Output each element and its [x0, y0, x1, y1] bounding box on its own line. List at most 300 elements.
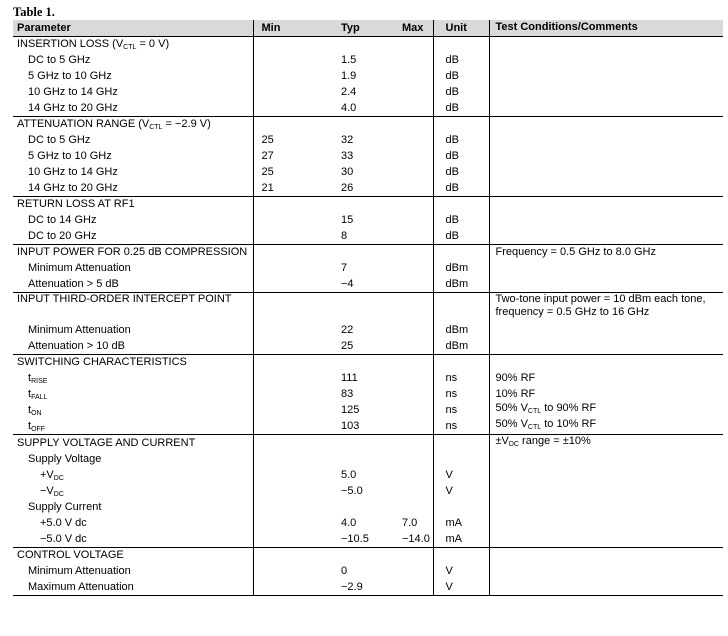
unit-cell	[433, 276, 489, 292]
unit-cell-text: dB	[445, 70, 459, 82]
parameter-cell-subscript: CTL	[149, 123, 163, 131]
parameter-cell-text: Minimum Attenuation	[28, 565, 131, 577]
min-cell-text: 27	[261, 150, 274, 162]
parameter-cell	[13, 547, 253, 563]
conditions-cell-text: ±V	[495, 435, 509, 447]
parameter-cell-text: Attenuation > 10 dB	[28, 339, 125, 352]
typ-cell-text: 5.0	[341, 469, 357, 481]
max-cell	[377, 244, 433, 260]
typ-cell-text: 1.9	[341, 70, 357, 82]
unit-cell-text: V	[445, 580, 453, 593]
parameter-cell-text: +V	[40, 468, 54, 481]
typ-cell-text: 32	[341, 134, 354, 146]
parameter-cell-subscript: OFF	[31, 425, 46, 433]
min-cell-text: 25	[261, 134, 274, 146]
max-cell	[377, 148, 433, 164]
unit-cell	[433, 579, 489, 595]
table-row	[13, 148, 723, 164]
min-cell	[253, 116, 291, 132]
table-row	[13, 228, 723, 244]
table-row	[13, 499, 723, 515]
parameter-cell	[13, 100, 253, 116]
unit-cell	[433, 370, 489, 386]
parameter-cell-text: DC to 14 GHz	[28, 214, 97, 226]
typ-cell	[291, 132, 377, 148]
unit-cell	[433, 132, 489, 148]
parameter-cell-text: 10 GHz to 14 GHz	[28, 166, 118, 178]
typ-cell	[291, 84, 377, 100]
unit-cell	[433, 547, 489, 563]
conditions-cell	[489, 435, 723, 452]
conditions-cell	[489, 563, 723, 579]
unit-cell	[433, 212, 489, 228]
parameter-cell-text: −V	[40, 484, 54, 497]
parameter-cell-text: INPUT POWER FOR 0.25 dB COMPRESSION	[17, 246, 248, 259]
typ-cell	[291, 547, 377, 563]
conditions-cell	[489, 36, 723, 52]
unit-cell-text: ns	[445, 420, 458, 432]
parameter-cell	[13, 338, 253, 354]
parameter-cell-text: SUPPLY VOLTAGE AND CURRENT	[17, 437, 196, 449]
spec-table	[13, 20, 723, 596]
unit-cell	[433, 68, 489, 84]
min-cell	[253, 435, 291, 452]
conditions-cell	[489, 100, 723, 116]
conditions-cell	[489, 370, 723, 386]
min-cell	[253, 386, 291, 402]
table-row	[13, 212, 723, 228]
unit-cell	[433, 435, 489, 452]
parameter-cell-text: t	[28, 419, 32, 432]
parameter-cell-text: CONTROL VOLTAGE	[17, 549, 124, 562]
parameter-cell-text: Supply Voltage	[28, 453, 102, 465]
parameter-cell	[13, 322, 253, 338]
max-cell	[377, 531, 433, 547]
unit-cell	[433, 100, 489, 116]
parameter-cell	[13, 180, 253, 196]
parameter-cell-text: ATTENUATION RANGE (V	[17, 117, 150, 130]
parameter-cell	[13, 563, 253, 579]
parameter-cell-text: t	[28, 403, 32, 416]
parameter-cell-subscript: RISE	[31, 377, 48, 385]
min-cell	[253, 338, 291, 354]
max-cell	[377, 52, 433, 68]
conditions-cell-text: 10% RF	[495, 387, 536, 400]
typ-cell	[291, 100, 377, 116]
min-cell	[253, 322, 291, 338]
unit-cell-text: V	[445, 469, 453, 481]
parameter-cell-suffix: = −2.9 V)	[162, 117, 211, 130]
max-cell	[377, 100, 433, 116]
table-row	[13, 370, 723, 386]
min-cell	[253, 531, 291, 547]
table-row	[13, 116, 723, 132]
header-conditions: Test Conditions/Comments	[489, 20, 723, 36]
typ-cell-text: 26	[341, 181, 354, 194]
parameter-cell-text: DC to 5 GHz	[28, 134, 91, 146]
unit-cell-text: ns	[445, 372, 458, 384]
parameter-cell	[13, 164, 253, 180]
conditions-cell	[489, 84, 723, 100]
min-cell	[253, 180, 291, 196]
min-cell	[253, 212, 291, 228]
parameter-cell	[13, 451, 253, 467]
conditions-cell	[489, 451, 723, 467]
spec-table-container	[13, 4, 723, 596]
parameter-cell	[13, 148, 253, 164]
table-row	[13, 467, 723, 483]
unit-cell	[433, 402, 489, 418]
typ-cell	[291, 292, 377, 322]
typ-cell	[291, 322, 377, 338]
table-row	[13, 579, 723, 595]
typ-cell	[291, 483, 377, 499]
max-cell-text: −14.0	[402, 532, 430, 545]
max-cell	[377, 36, 433, 52]
conditions-cell	[489, 579, 723, 595]
typ-cell	[291, 370, 377, 386]
typ-cell	[291, 212, 377, 228]
max-cell	[377, 292, 433, 322]
unit-cell-text: dB	[445, 54, 459, 66]
conditions-cell-suffix: range = ±10%	[519, 435, 591, 447]
min-cell	[253, 164, 291, 180]
unit-cell	[433, 228, 489, 244]
parameter-cell-text: Minimum Attenuation	[28, 324, 131, 336]
conditions-cell	[489, 228, 723, 244]
conditions-cell	[489, 276, 723, 292]
table-row	[13, 100, 723, 116]
table-row	[13, 132, 723, 148]
conditions-cell	[489, 212, 723, 228]
max-cell	[377, 180, 433, 196]
min-cell	[253, 483, 291, 499]
table-row	[13, 276, 723, 292]
min-cell	[253, 276, 291, 292]
parameter-cell	[13, 212, 253, 228]
conditions-cell	[489, 402, 723, 418]
min-cell	[253, 547, 291, 563]
typ-cell-text: 0	[341, 565, 348, 577]
table-row	[13, 164, 723, 180]
min-cell	[253, 451, 291, 467]
conditions-cell-subscript: CTL	[527, 424, 542, 431]
conditions-cell	[489, 196, 723, 212]
max-cell	[377, 370, 433, 386]
max-cell	[377, 451, 433, 467]
conditions-cell	[489, 547, 723, 563]
parameter-cell	[13, 276, 253, 292]
unit-cell	[433, 467, 489, 483]
parameter-cell	[13, 418, 253, 435]
unit-cell	[433, 386, 489, 402]
unit-cell-text: dBm	[445, 262, 469, 274]
unit-cell-text: dB	[445, 150, 459, 162]
min-cell	[253, 579, 291, 595]
parameter-cell	[13, 260, 253, 276]
typ-cell	[291, 386, 377, 402]
max-cell	[377, 402, 433, 418]
typ-cell	[291, 418, 377, 435]
parameter-cell	[13, 483, 253, 499]
max-cell	[377, 276, 433, 292]
max-cell	[377, 132, 433, 148]
conditions-cell	[489, 386, 723, 402]
unit-cell	[433, 338, 489, 354]
max-cell	[377, 212, 433, 228]
typ-cell	[291, 451, 377, 467]
table-row	[13, 563, 723, 579]
typ-cell-text: 4.0	[341, 517, 357, 529]
typ-cell	[291, 276, 377, 292]
parameter-cell	[13, 499, 253, 515]
parameter-cell-text: INSERTION LOSS (V	[17, 37, 124, 50]
conditions-cell	[489, 531, 723, 547]
max-cell	[377, 499, 433, 515]
header-row	[13, 20, 723, 36]
min-cell-text: 21	[261, 181, 274, 194]
unit-cell-text: dB	[445, 134, 459, 146]
table-row	[13, 338, 723, 354]
min-cell	[253, 84, 291, 100]
min-cell	[253, 499, 291, 515]
min-cell	[253, 228, 291, 244]
typ-cell	[291, 579, 377, 595]
unit-cell-text: mA	[445, 532, 462, 545]
table-row	[13, 260, 723, 276]
table-row	[13, 547, 723, 563]
conditions-cell	[489, 52, 723, 68]
unit-cell-text: dB	[445, 86, 459, 98]
parameter-cell-text: DC to 20 GHz	[28, 229, 97, 242]
parameter-cell	[13, 386, 253, 402]
max-cell	[377, 547, 433, 563]
table-title: Table 1.	[13, 5, 55, 19]
max-cell	[377, 579, 433, 595]
table-row	[13, 418, 723, 435]
header-min: Min	[253, 20, 291, 36]
max-cell-text: 7.0	[402, 517, 418, 529]
min-cell	[253, 68, 291, 84]
conditions-cell	[489, 132, 723, 148]
unit-cell	[433, 292, 489, 322]
parameter-cell-subscript: ON	[31, 409, 42, 417]
unit-cell	[433, 52, 489, 68]
parameter-cell-text: t	[28, 387, 32, 400]
parameter-cell-text: Minimum Attenuation	[28, 262, 131, 274]
parameter-cell	[13, 36, 253, 52]
unit-cell-text: dB	[445, 101, 459, 114]
parameter-cell-text: Attenuation > 5 dB	[28, 277, 119, 290]
unit-cell	[433, 515, 489, 531]
parameter-cell-text: +5.0 V dc	[40, 517, 87, 529]
typ-cell-text: 103	[341, 420, 360, 432]
typ-cell-text: −2.9	[341, 580, 363, 593]
typ-cell	[291, 68, 377, 84]
conditions-cell-suffix: to 10% RF	[541, 418, 597, 430]
typ-cell-text: 1.5	[341, 54, 357, 66]
max-cell	[377, 435, 433, 452]
max-cell	[377, 563, 433, 579]
max-cell	[377, 467, 433, 483]
parameter-cell-text: DC to 5 GHz	[28, 54, 91, 66]
typ-cell-text: 7	[341, 262, 348, 274]
typ-cell	[291, 435, 377, 452]
conditions-cell-text: 50% V	[495, 418, 528, 430]
parameter-cell-text: Maximum Attenuation	[28, 580, 134, 593]
conditions-cell-suffix: to 90% RF	[541, 402, 597, 414]
unit-cell-text: dB	[445, 181, 459, 194]
table-row	[13, 292, 723, 322]
parameter-cell-text: 10 GHz to 14 GHz	[28, 86, 118, 98]
min-cell	[253, 244, 291, 260]
min-cell-text: 25	[261, 166, 274, 178]
typ-cell	[291, 515, 377, 531]
typ-cell	[291, 499, 377, 515]
max-cell	[377, 322, 433, 338]
unit-cell	[433, 322, 489, 338]
parameter-cell-subscript: DC	[53, 474, 64, 482]
conditions-cell	[489, 148, 723, 164]
unit-cell-text: dBm	[445, 277, 469, 290]
typ-cell-text: 125	[341, 404, 360, 416]
unit-cell	[433, 84, 489, 100]
parameter-cell	[13, 84, 253, 100]
parameter-cell	[13, 467, 253, 483]
unit-cell	[433, 244, 489, 260]
parameter-cell-text: SWITCHING CHARACTERISTICS	[17, 356, 187, 369]
parameter-cell	[13, 244, 253, 260]
max-cell	[377, 164, 433, 180]
unit-cell	[433, 148, 489, 164]
min-cell	[253, 52, 291, 68]
typ-cell	[291, 36, 377, 52]
min-cell	[253, 292, 291, 322]
max-cell	[377, 338, 433, 354]
unit-cell	[433, 260, 489, 276]
min-cell	[253, 402, 291, 418]
unit-cell-text: dB	[445, 166, 459, 178]
typ-cell-text: 22	[341, 324, 354, 336]
unit-cell	[433, 483, 489, 499]
conditions-cell	[489, 244, 723, 260]
min-cell	[253, 467, 291, 483]
max-cell	[377, 68, 433, 84]
max-cell	[377, 116, 433, 132]
min-cell	[253, 100, 291, 116]
typ-cell	[291, 402, 377, 418]
parameter-cell-text: 5 GHz to 10 GHz	[28, 70, 112, 82]
table-row	[13, 451, 723, 467]
parameter-cell-text: 5 GHz to 10 GHz	[28, 150, 112, 162]
conditions-cell	[489, 68, 723, 84]
typ-cell	[291, 338, 377, 354]
min-cell	[253, 515, 291, 531]
parameter-cell	[13, 354, 253, 370]
conditions-cell	[489, 164, 723, 180]
max-cell	[377, 515, 433, 531]
parameter-cell	[13, 132, 253, 148]
min-cell	[253, 132, 291, 148]
table-row	[13, 84, 723, 100]
header-parameter: Parameter	[13, 20, 253, 36]
header-max: Max	[377, 20, 433, 36]
conditions-cell	[489, 499, 723, 515]
conditions-cell	[489, 418, 723, 435]
conditions-cell	[489, 180, 723, 196]
parameter-cell	[13, 228, 253, 244]
parameter-cell-text: Supply Current	[28, 501, 102, 513]
typ-cell	[291, 563, 377, 579]
max-cell	[377, 228, 433, 244]
unit-cell-text: dBm	[445, 339, 469, 352]
conditions-cell	[489, 354, 723, 370]
table-row	[13, 322, 723, 338]
conditions-cell-text: 50% V	[495, 402, 528, 414]
table-row	[13, 402, 723, 418]
parameter-cell-suffix: = 0 V)	[136, 37, 170, 50]
max-cell	[377, 84, 433, 100]
typ-cell-text: 83	[341, 388, 354, 400]
max-cell	[377, 260, 433, 276]
unit-cell	[433, 418, 489, 435]
typ-cell	[291, 116, 377, 132]
unit-cell-text: ns	[445, 404, 458, 416]
typ-cell-text: −4	[341, 277, 354, 290]
parameter-cell-subscript: FALL	[31, 393, 48, 401]
parameter-cell-text: RETURN LOSS AT RF1	[17, 198, 135, 211]
typ-cell-text: 33	[341, 150, 354, 162]
parameter-cell-text: 14 GHz to 20 GHz	[28, 101, 118, 114]
typ-cell-text: 30	[341, 166, 354, 178]
conditions-cell	[489, 322, 723, 338]
table-row	[13, 52, 723, 68]
conditions-cell	[489, 338, 723, 354]
typ-cell	[291, 467, 377, 483]
typ-cell	[291, 180, 377, 196]
parameter-cell-text: t	[28, 371, 32, 384]
unit-cell-text: dB	[445, 229, 459, 242]
typ-cell-text: 8	[341, 229, 348, 242]
parameter-cell-text: 14 GHz to 20 GHz	[28, 181, 118, 194]
conditions-cell-text: Frequency = 0.5 GHz to 8.0 GHz	[495, 245, 656, 258]
typ-cell	[291, 148, 377, 164]
conditions-cell	[489, 292, 723, 322]
table-row	[13, 244, 723, 260]
header-typ: Typ	[291, 20, 377, 36]
conditions-cell	[489, 116, 723, 132]
unit-cell	[433, 196, 489, 212]
table-row	[13, 515, 723, 531]
table-row	[13, 196, 723, 212]
parameter-cell-subscript: CTL	[123, 43, 137, 51]
unit-cell	[433, 451, 489, 467]
unit-cell	[433, 180, 489, 196]
parameter-cell-subscript: DC	[53, 490, 64, 498]
typ-cell-text: −5.0	[341, 485, 363, 497]
min-cell	[253, 563, 291, 579]
table-row	[13, 180, 723, 196]
unit-cell	[433, 354, 489, 370]
unit-cell-text: dBm	[445, 324, 469, 336]
parameter-cell	[13, 435, 253, 452]
typ-cell	[291, 244, 377, 260]
max-cell	[377, 354, 433, 370]
unit-cell	[433, 499, 489, 515]
unit-cell	[433, 531, 489, 547]
unit-cell-text: V	[445, 565, 453, 577]
typ-cell-text: −10.5	[341, 532, 369, 545]
